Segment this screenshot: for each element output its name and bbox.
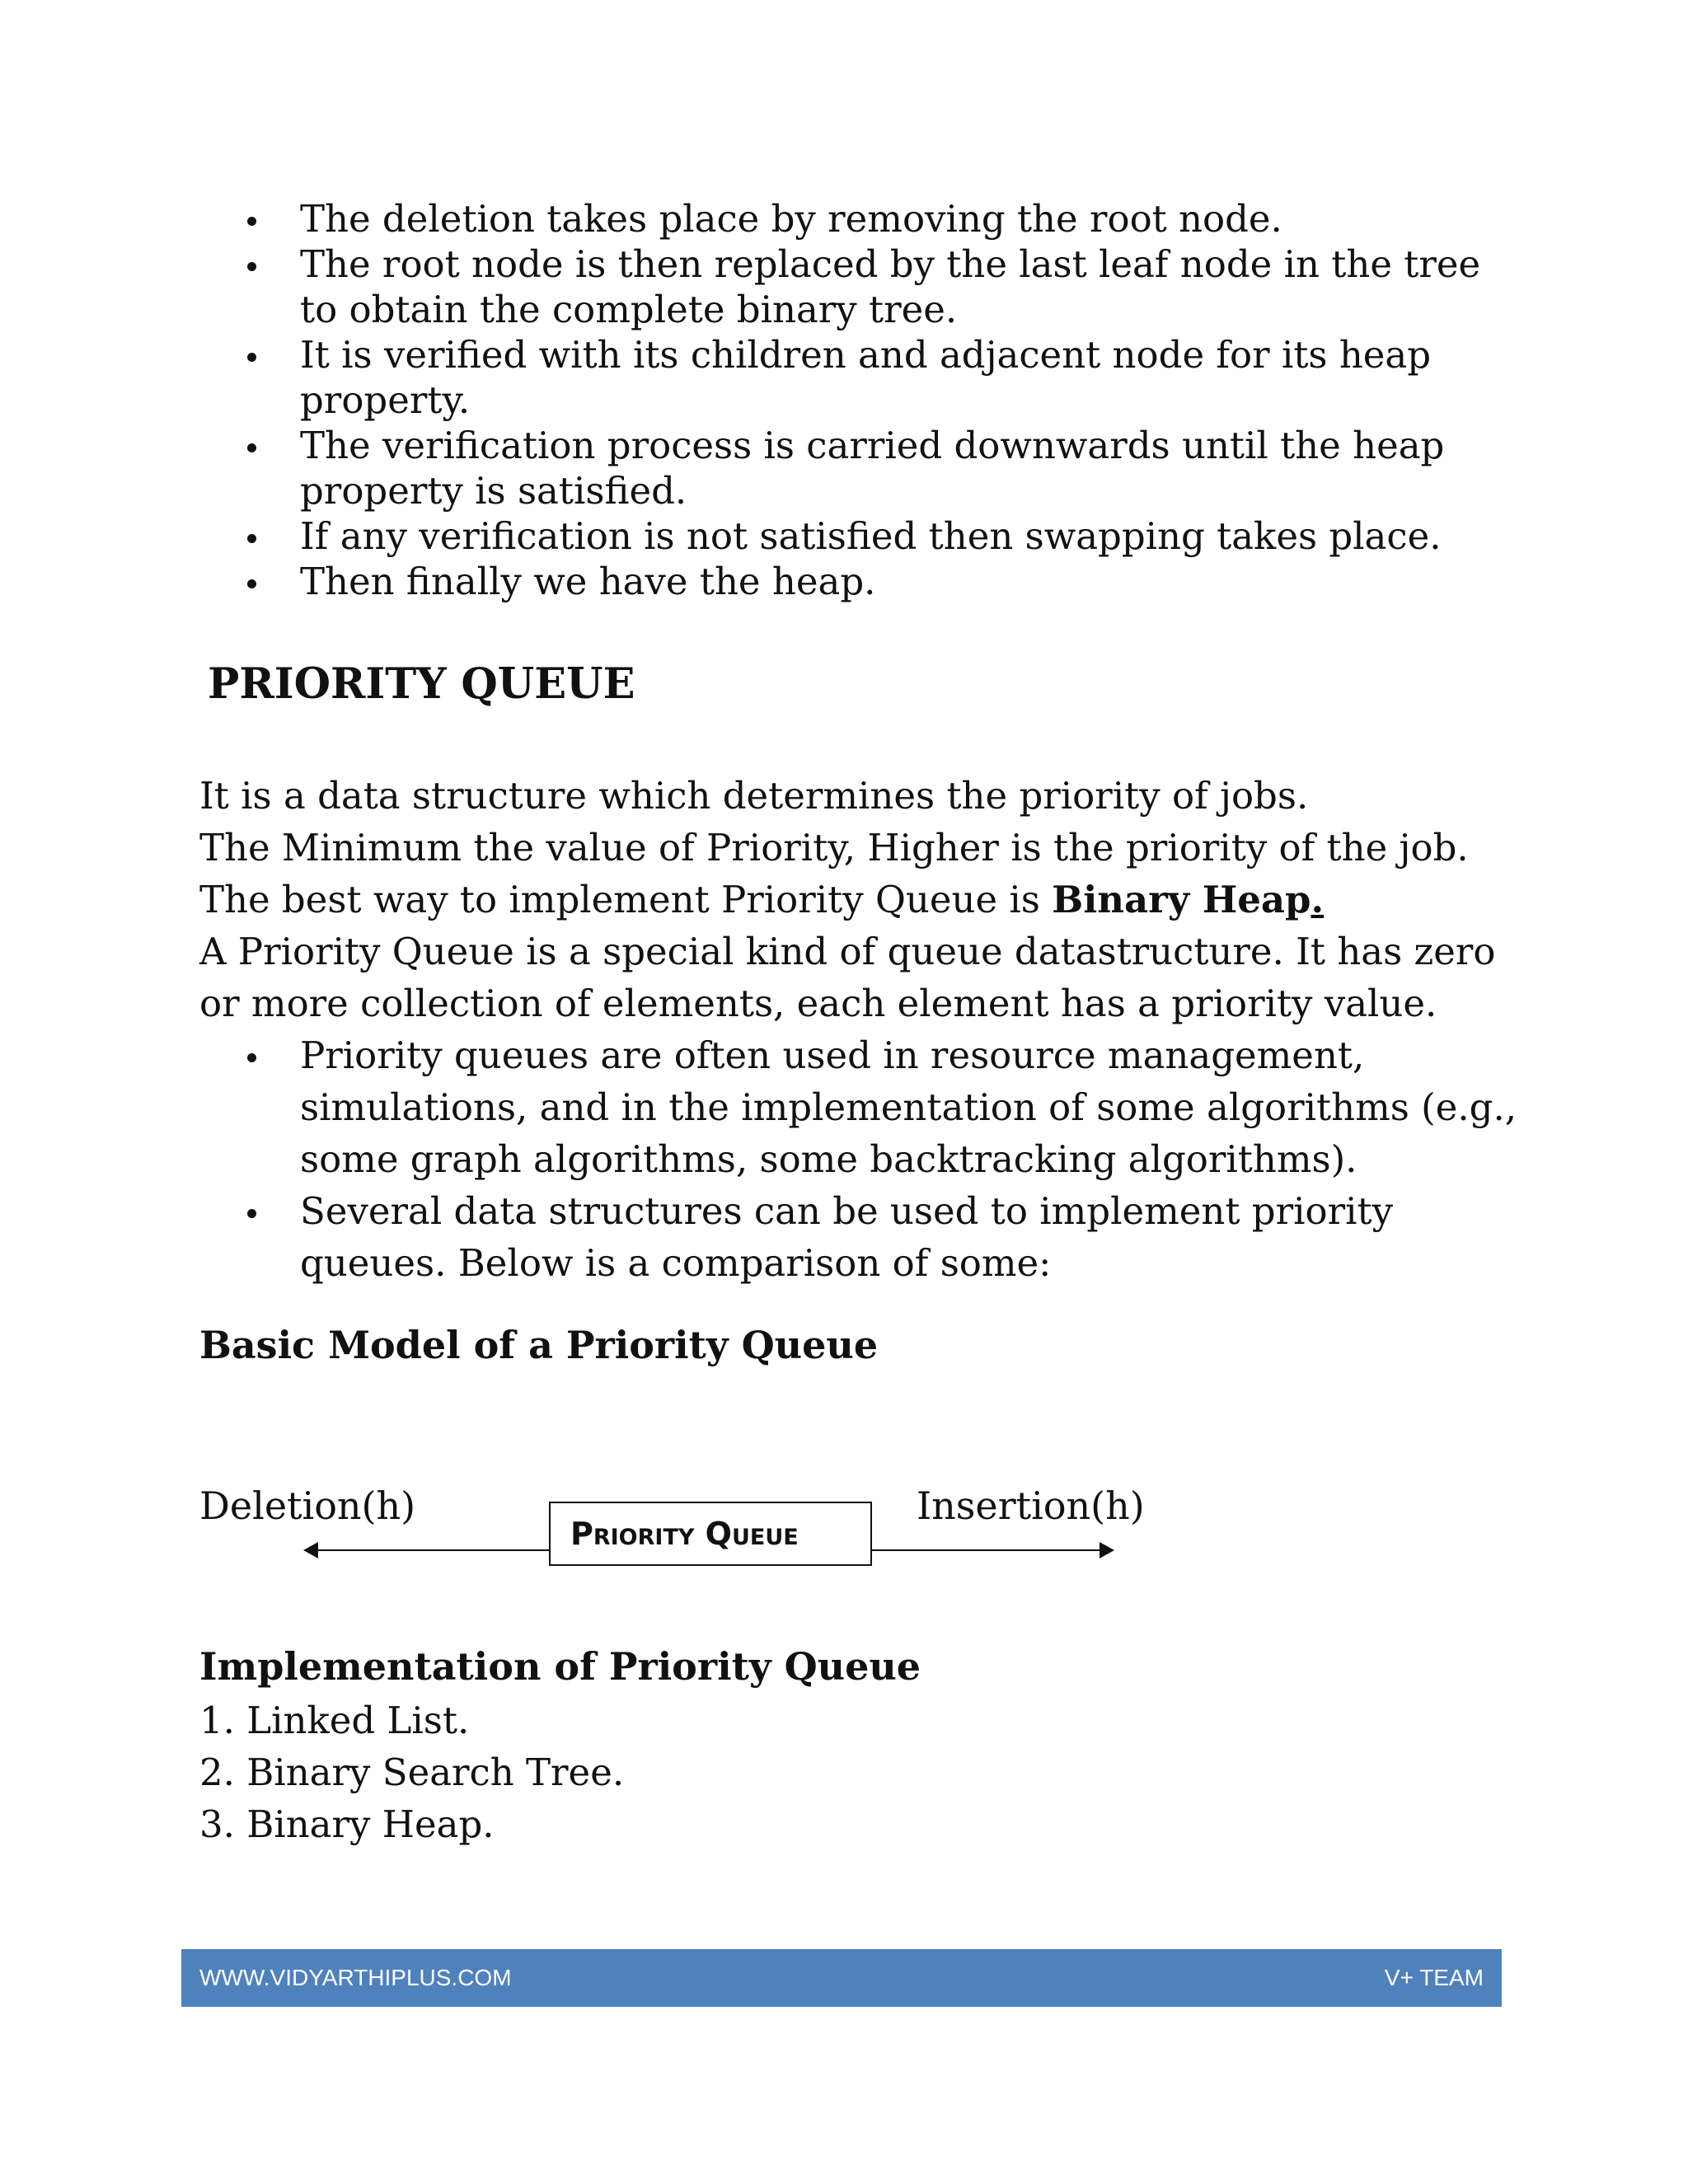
- list-item: 3. Binary Heap.: [199, 1802, 495, 1846]
- list-item: Priority queues are often used in resource management, simulations, and in the implementation of some algorithms (e.g., some graph algorithms, some backtracking algorithms).: [247, 1029, 1533, 1185]
- list-item: Several data structures can be used to implement priority queues. Below is a comparison of some:: [247, 1185, 1533, 1289]
- deletion-label: Deletion(h): [199, 1483, 416, 1528]
- list-item: 2. Binary Search Tree.: [199, 1750, 625, 1794]
- priority-queue-box: Priority Queue: [549, 1502, 872, 1566]
- intro-line: It is a data structure which determines the priority of jobs.: [199, 774, 1309, 818]
- list-item: It is verified with its children and adjacent node for its heap property.: [247, 332, 1500, 423]
- page-footer: [181, 1949, 1502, 2007]
- insertion-label: Insertion(h): [917, 1483, 1145, 1528]
- list-item: Then finally we have the heap.: [247, 559, 1500, 604]
- footer-team: V+ TEAM: [1384, 1965, 1484, 1990]
- best-way-prefix: The best way to implement Priority Queue is: [199, 878, 1053, 921]
- section-title: PRIORITY QUEUE: [208, 659, 635, 709]
- list-item: The deletion takes place by removing the root node.: [247, 196, 1500, 241]
- list-item: The verification process is carried downwards until the heap property is satisfied.: [247, 423, 1500, 513]
- intro-paragraph: [199, 770, 1502, 1029]
- footer-website: WWW.VIDYARTHIPLUS.COM: [199, 1965, 512, 1990]
- priority-queue-notes-list: [247, 1029, 1533, 1289]
- deletion-steps-list: [247, 196, 1500, 604]
- list-item: 1. Linked List.: [199, 1699, 470, 1742]
- definition-text: A Priority Queue is a special kind of queue datastructure. It has zero or more collection of elements, each element has a priority value.: [199, 930, 1496, 1025]
- model-title: Basic Model of a Priority Queue: [199, 1323, 879, 1367]
- best-way-line: [199, 874, 1502, 926]
- implementation-list: [199, 1694, 624, 1850]
- best-way-suffix: .: [1311, 878, 1325, 921]
- insertion-arrow: [872, 1549, 1113, 1551]
- intro-line: The Minimum the value of Priority, Higher is the priority of the job.: [199, 826, 1469, 869]
- implementation-title: Implementation of Priority Queue: [199, 1644, 921, 1689]
- list-item: The root node is then replaced by the last leaf node in the tree to obtain the complete binary tree.: [247, 241, 1500, 332]
- list-item: If any verification is not satisfied then swapping takes place.: [247, 513, 1500, 559]
- deletion-arrow: [305, 1549, 549, 1551]
- best-way-bold: Binary Heap: [1052, 878, 1311, 921]
